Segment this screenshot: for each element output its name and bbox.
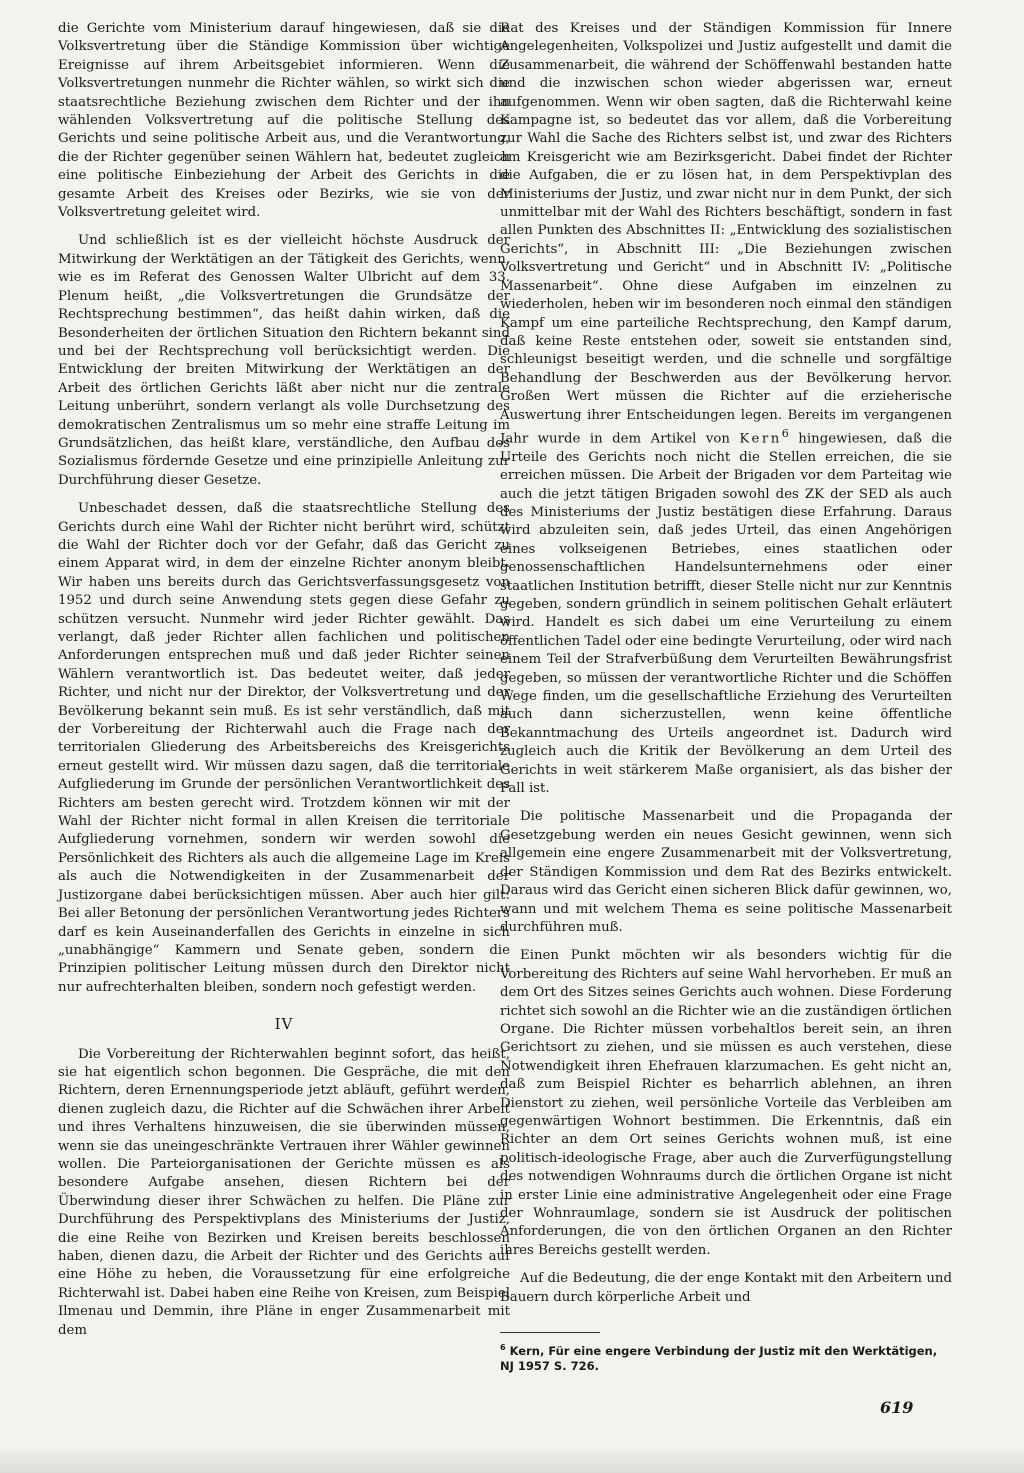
footnote [500,1340,952,1374]
paragraph: die Gerichte vom Ministerium darauf hingewiesen, daß sie die Volksvertretung über die Ständige Kommission über wichtige Ereignisse auf ihrem Arbeitsgebiet informieren. Wenn die Volksvertretungen nunmehr die Richter wählen, so wirkt sich die staatsrechtliche Beziehung zwischen dem Richter und der ihn wählenden Volksvertretung auf die politische Stellung des Gerichts und seine politische Arbeit aus, und die Verantwortung, die der Richter gegenüber seinen Wählern hat, bedeutet zugleich eine politische Einbeziehung der Arbeit des Gerichts in die gesamte Arbeit des Kreises oder Bezirks, wie sie von der Volksvertretung geleitet wird. [58,21,510,221]
footnote-text: Kern, Für eine engere Verbindung der Justiz mit den Werktätigen, NJ 1957 S. 726. [500,1343,938,1373]
paragraph-text: Rat des Kreises und der Ständigen Kommission für Innere Angelegenheiten, Volkspolizei und Justiz aufgestellt und damit die Zusammenarbeit, die während der Schöffenwahl bestanden hatte und die inzwischen schon wieder abgerissen war, erneut aufgenommen. Wenn wir oben sagten, daß die Richterwahl keine Kampagne ist, so bedeutet das vor allem, daß die Vorbereitung zur Wahl die Sache des Richters selbst ist, und zwar des Richters am Kreisgericht wie am Bezirksgericht. Dabei findet der Richter die Aufgaben, die er zu lösen hat, in dem Perspektivplan des Ministeriums der Justiz, und zwar nicht nur in dem Punkt, der sich unmittelbar mit der Wahl des Richters beschäftigt, sondern in fast allen Punkten des Abschnittes II: „Entwicklung des sozialistischen Gerichts“, in Abschnitt III: „Die Beziehungen zwischen Volksvertretung und Gericht“ und in Abschnitt IV: „Politische Massenarbeit“. Ohne diese Aufgaben im einzelnen zu wiederholen, heben wir im besonderen noch einmal den ständigen Kampf um eine parteiliche Rechtsprechung, den Kampf darum, daß keine Reste entstehen oder, soweit sie entstanden sind, schleunigst beseitigt werden, und die schnelle und sorgfältige Behandlung der Beschwerden aus der Bevölkerung hervor. Großen Wert müssen die Richter auf die erzieherische Auswertung ihrer Entscheidungen legen. Bereits im vergangenen Jahr wurde in dem Artikel von [500,21,952,447]
scan-edge [0,1447,1024,1473]
left-column [58,20,510,1340]
section-heading: IV [274,1015,294,1034]
paragraph: Einen Punkt möchten wir als besonders wichtig für die Vorbereitung des Richters auf seine Wahl hervorheben. Er muß an dem Ort des Sitzes seines Gerichts auch wohnen. Diese Forderung richtet sich sowohl an die Richter wie an die zuständigen örtlichen Organe. Die Richter müssen vorbehaltlos bereit sein, an ihren Gerichtsort zu ziehen, und sie müssen es auch verstehen, diese Notwendigkeit ihren Ehefrauen klarzumachen. Es geht nicht an, daß zum Beispiel Richter es beharrlich ablehnen, an ihren Dienstort zu ziehen, weil persönliche Vorteile das Verbleiben am gegenwärtigen Wohnort bestimmen. Die Erkenntnis, daß ein Richter an dem Ort seines Gerichts wohnen muß, ist eine politisch-ideologische Frage, aber auch die Zurverfügungstellung des notwendigen Wohnraums durch die örtlichen Organe ist nicht in erster Linie eine administrative Angelegenheit oder eine Frage der Wohnraumlage, sondern sie ist Ausdruck der politischen Anforderungen, die von den örtlichen Organen an den Richter ihres Bereichs gestellt werden. [500,948,952,1258]
paragraph [500,20,952,798]
paragraph: Und schließlich ist es der vielleicht höchste Ausdruck der Mitwirkung der Werktätigen an der Tätigkeit des Gerichts, wenn, wie es im Referat des Genossen Walter Ulbricht auf dem 33. Plenum heißt, „die Volksvertretungen die Grundsätze der Rechtsprechung bestimmen“, das heißt dahin wirken, daß die Besonderheiten der örtlichen Situation den Richtern bekannt sind und bei der Rechtsprechung voll berücksichtigt werden. Die Entwicklung der breiten Mitwirkung der Werktätigen an der Arbeit des örtlichen Gerichts läßt aber nicht nur die zentrale Leitung unberührt, sondern verlangt als volle Durchsetzung des demokratischen Zentralismus um so mehr eine straffe Leitung im Grundsätzlichen, das heißt klare, verständliche, den Aufbau des Sozialismus fördernde Gesetze und eine prinzipielle Anleitung zur Durchführung dieser Gesetze. [58,233,510,488]
footnote-divider [500,1332,600,1333]
page-number: 619 [880,1398,914,1417]
footnote-marker: 6 [500,1343,506,1352]
paragraph: Unbeschadet dessen, daß die staatsrechtliche Stellung des Gerichts durch eine Wahl der Richter nicht berührt wird, schützt die Wahl der Richter doch vor der Gefahr, daß das Gericht zu einem Apparat wird, in dem der einzelne Richter anonym bleibt. Wir haben uns bereits durch das Gerichtsverfassungsgesetz von 1952 und durch seine Anwendung stets gegen diese Gefahr zu schützen versucht. Nunmehr wird jeder Richter gewählt. Das verlangt, daß jeder Richter allen fachlichen und politischen Anforderungen entsprechen muß und daß jeder Richter seinen Wählern verantwortlich ist. Das bedeutet weiter, daß jeder Richter, und nicht nur der Direktor, der Volksvertretung und der Bevölkerung bekannt sein muß. Es ist sehr verständlich, daß mit der Vorbereitung der Richterwahl auch die Frage nach der territorialen Gliederung des Arbeitsbereichs des Kreisgerichts erneut gestellt wird. Wir müssen dazu sagen, daß die territoriale Aufgliederung im Grunde der persönlichen Verantwortlichkeit des Richters am besten gerecht wird. Trotzdem können wir mit der Wahl der Richter nicht formal in allen Kreisen die territoriale Aufgliederung vornehmen, sondern wir werden sowohl die Persönlichkeit des Richters als auch die allgemeine Lage im Kreis als auch die Notwendigkeiten in der Zusammenarbeit der Justizorgane dabei berücksichtigen müssen. Aber auch hier gilt: Bei aller Betonung der persönlichen Verantwortung jedes Richters darf es kein Auseinanderfallen des Gerichts in einzelne in sich „unabhängige“ Kammern und Senate geben, sondern die Prinzipien politischer Leitung müssen durch den Direktor nicht nur aufrechterhalten bleiben, sondern noch gefestigt werden. [58,501,510,995]
right-column [500,20,952,1307]
paragraph: Die politische Massenarbeit und die Propaganda der Gesetzgebung werden ein neues Gesicht gewinnen, wenn sich allgemein eine engere Zusammenarbeit mit der Volksvertretung, der Ständigen Kommission und dem Rat des Bezirks entwickelt. Daraus wird das Gericht einen sicheren Blick dafür gewinnen, wo, wann und mit welchem Thema es seine politische Massenarbeit durchführen muß. [500,809,952,935]
paragraph: Die Vorbereitung der Richterwahlen beginnt sofort, das heißt, sie hat eigentlich schon begonnen. Die Gespräche, die mit den Richtern, deren Ernennungsperiode jetzt abläuft, geführt werden, dienen zugleich dazu, die Richter auf die Schwächen ihrer Arbeit und ihres Verhaltens hinzuweisen, die sie überwinden müssen, wenn sie das uneingeschränkte Vertrauen ihrer Wähler gewinnen wollen. Die Parteiorganisationen der Gerichte müssen es als besondere Aufgabe ansehen, diesen Richtern bei der Überwindung dieser ihrer Schwächen zu helfen. Die Pläne zur Durchführung des Perspektivplans des Ministeriums der Justiz, die eine Reihe von Bezirken und Kreisen bereits beschlossen haben, dienen dazu, die Arbeit der Richter und des Gerichts auf eine Höhe zu heben, die Voraussetzung für eine erfolgreiche Richterwahl ist. Dabei haben eine Reihe von Kreisen, zum Beispiel Ilmenau und Demmin, ihre Pläne in enger Zusammenarbeit mit dem [58,1046,510,1338]
cited-author-name: Kern [739,431,782,447]
paragraph: Auf die Bedeutung, die der enge Kontakt mit den Arbeitern und Bauern durch körperliche Arbeit und [500,1271,952,1305]
paragraph-text: hingewiesen, daß die Urteile des Gerichts noch nicht die Stellen erreichen, die sie erreichen müssen. Die Arbeit der Brigaden vor dem Parteitag wie auch die jetzt tätigen Brigaden sowohl des ZK der SED als auch des Ministeriums der Justiz bestätigen diese Erfahrung. Daraus wird abzuleiten sein, daß jedes Urteil, das einen Angehörigen eines volkseigenen Betriebes, eines staatlichen oder genossenschaftlichen Handelsunternehmens oder einer staatlichen Institution betrifft, dieser Stelle nicht nur zur Kenntnis gegeben, sondern gründlich in seinem politischen Gehalt erläutert wird. Handelt es sich dabei um eine Verurteilung zu einem öffentlichen Tadel oder eine bedingte Verurteilung, oder wird nach einem Teil der Strafverbüßung dem Verurteilten Bewährungsfrist gegeben, so müssen der verantwortliche Richter und die Schöffen Wege finden, um die gesellschaftliche Erziehung des Verurteilten auch dann sicherzustellen, wenn keine öffentliche Bekanntmachung des Urteils angeordnet ist. Dadurch wird zugleich auch die Kritik der Bevölkerung an dem Urteil des Gerichts in weit stärkerem Maße organisiert, als das bisher der Fall ist. [500,431,952,797]
footnote-reference[interactable]: 6 [781,426,789,440]
